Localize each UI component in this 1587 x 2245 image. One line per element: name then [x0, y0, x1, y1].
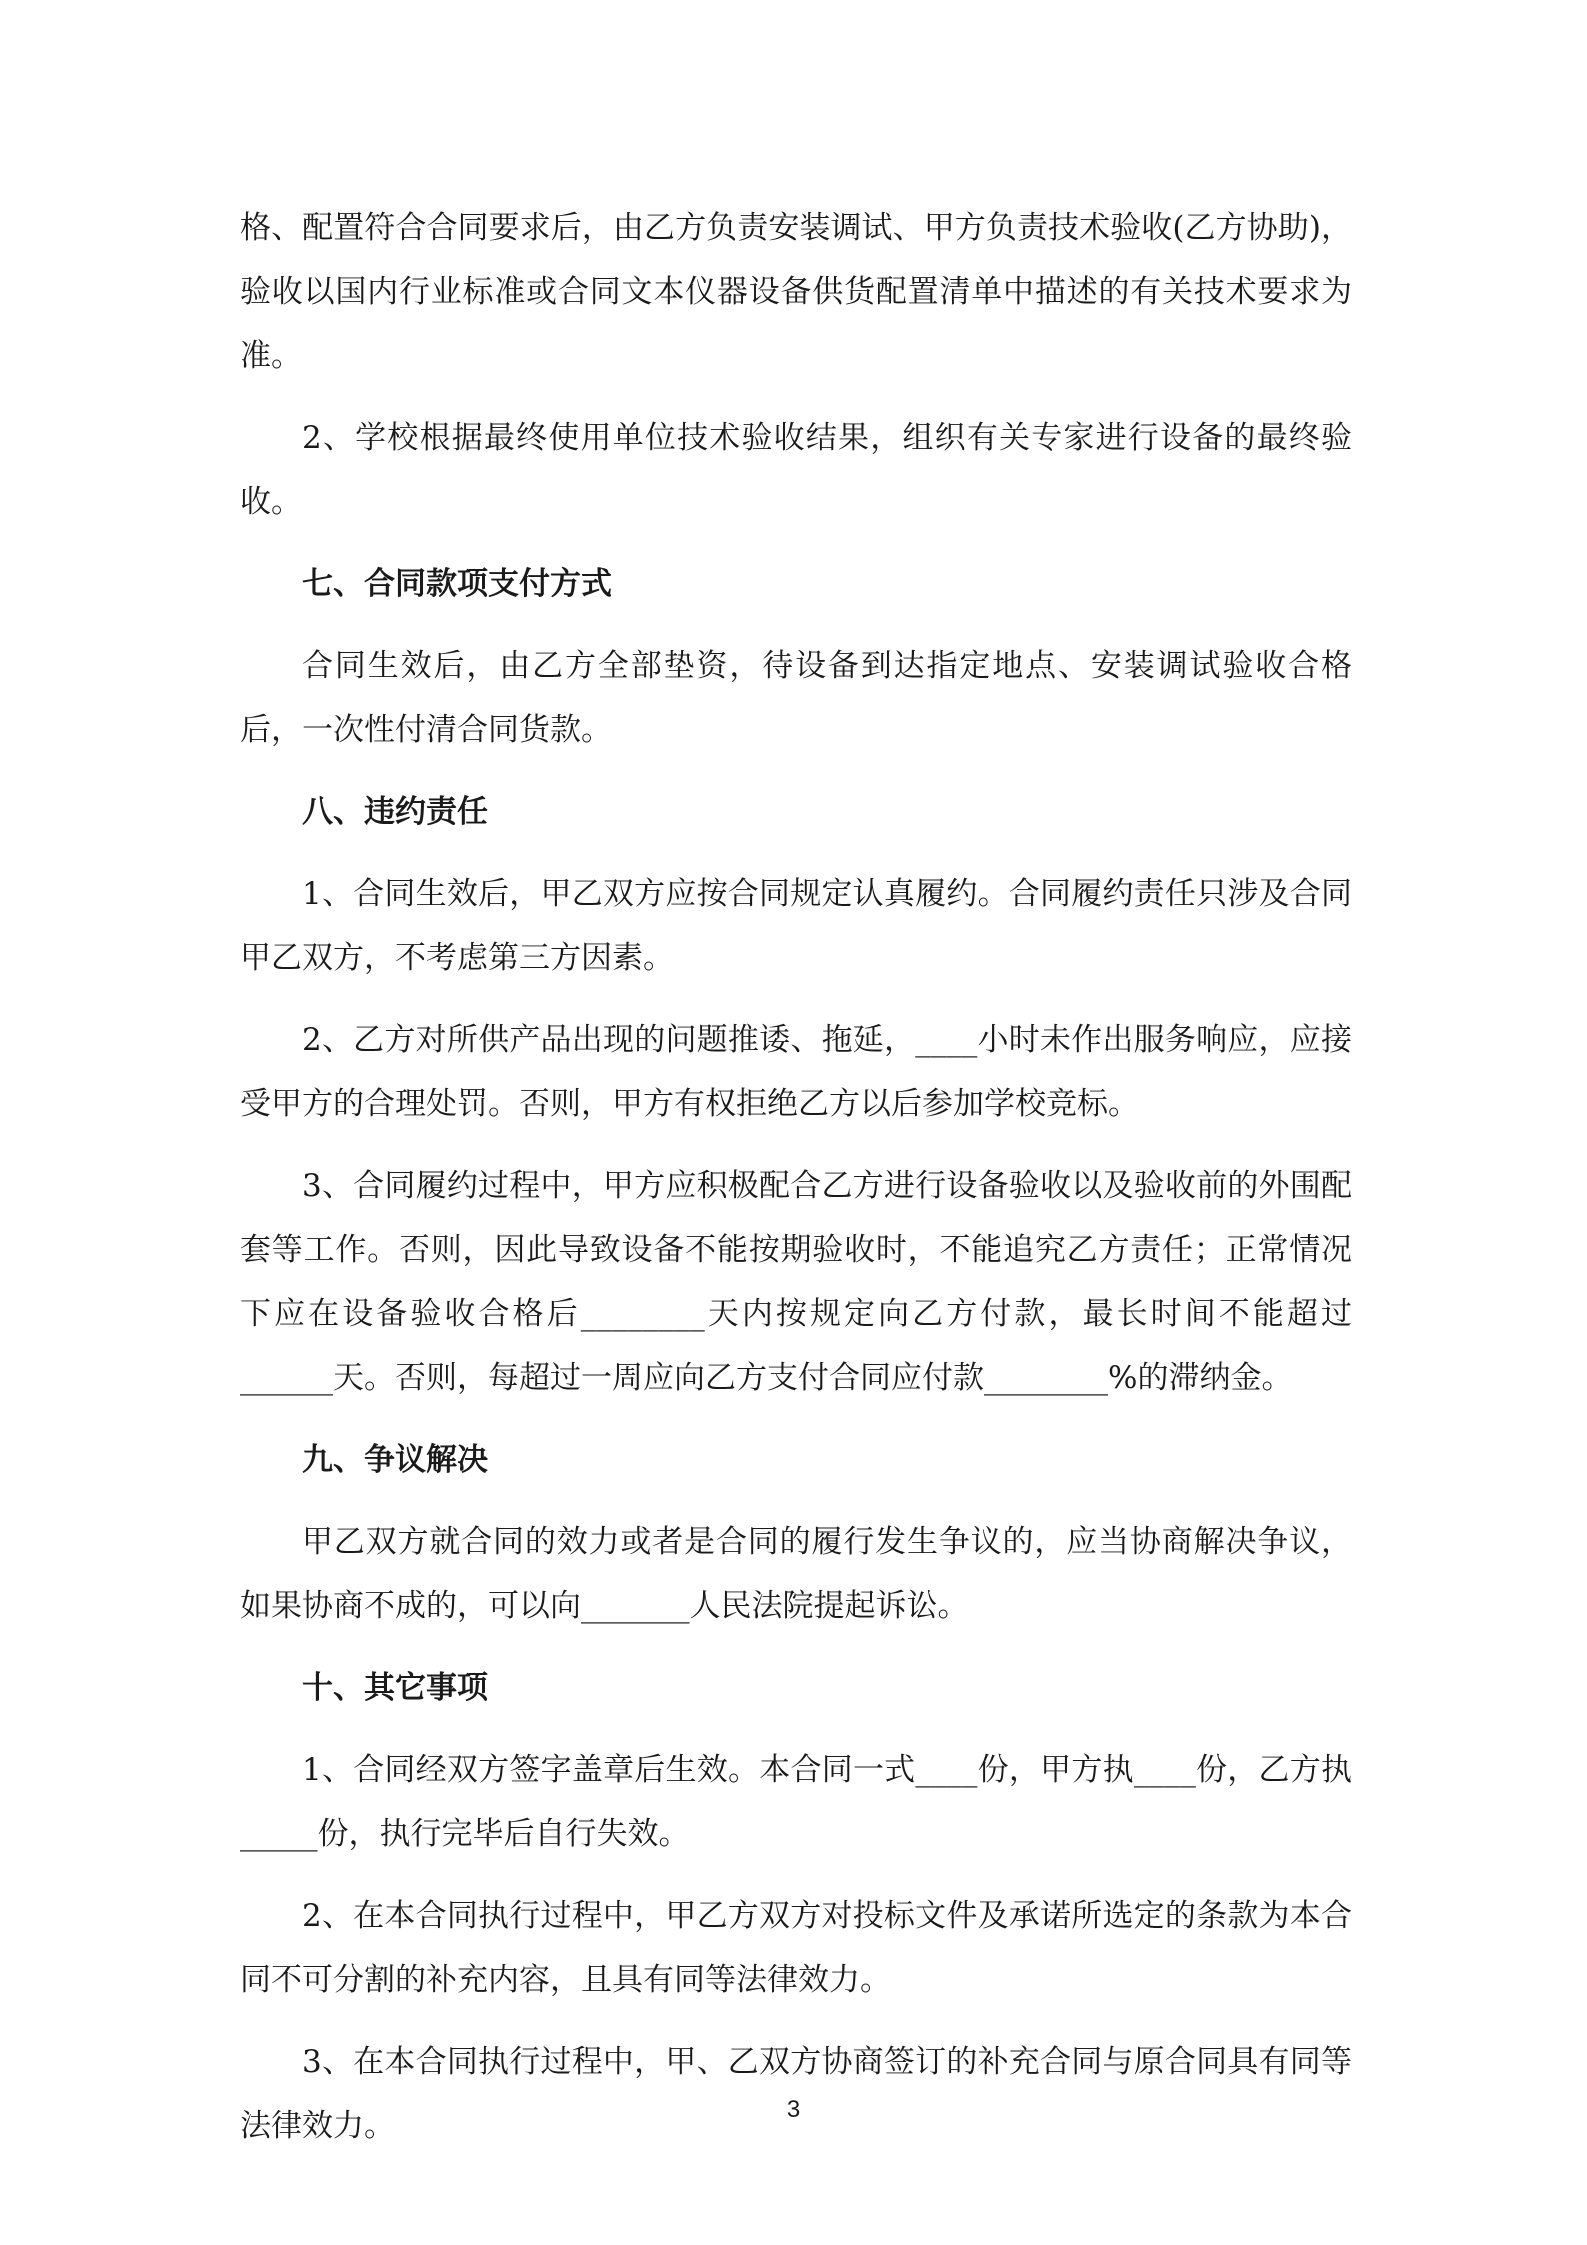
paragraph-final-acceptance: 2、学校根据最终使用单位技术验收结果，组织有关专家进行设备的最终验收。	[240, 420, 1352, 520]
paragraph-other-2: 2、在本合同执行过程中，甲乙方双方对投标文件及承诺所选定的条款为本合同不可分割的补充内容，且具有同等法律效力。	[240, 1898, 1352, 1998]
section-heading-other-matters: 十、其它事项	[302, 1670, 488, 1706]
paragraph-liability-1: 1、合同生效后，甲乙双方应按合同规定认真履约。合同履约责任只涉及合同甲乙双方，不考虑第三方因素。	[240, 876, 1352, 976]
paragraph-liability-2: 2、乙方对所供产品出现的问题推诿、拖延，____小时未作出服务响应，应接受甲方的合理处罚。否则，甲方有权拒绝乙方以后参加学校竞标。	[240, 1022, 1352, 1122]
section-heading-liability: 八、违约责任	[302, 794, 488, 830]
paragraph-payment-terms: 合同生效后，由乙方全部垫资，待设备到达指定地点、安装调试验收合格后，一次性付清合同货款。	[240, 648, 1352, 748]
paragraph-other-1: 1、合同经双方签字盖章后生效。本合同一式____份，甲方执____份，乙方执_____份，执行完毕后自行失效。	[240, 1752, 1352, 1852]
section-heading-dispute: 九、争议解决	[302, 1442, 488, 1478]
document-body	[240, 196, 1352, 2176]
paragraph-liability-3: 3、合同履约过程中，甲方应积极配合乙方进行设备验收以及验收前的外围配套等工作。否则，因此导致设备不能按期验收时，不能追究乙方责任；正常情况下应在设备验收合格后________天内按规定向乙方付款，最长时间不能超过______天。否则，每超过一周应向乙方支付合同应付款________%的滞纳金。	[240, 1168, 1352, 1396]
paragraph-other-3: 3、在本合同执行过程中，甲、乙双方协商签订的补充合同与原合同具有同等法律效力。	[240, 2044, 1352, 2144]
page-number: 3	[786, 2096, 801, 2123]
paragraph-dispute-resolution: 甲乙双方就合同的效力或者是合同的履行发生争议的，应当协商解决争议，如果协商不成的，可以向_______人民法院提起诉讼。	[240, 1524, 1352, 1624]
section-heading-payment: 七、合同款项支付方式	[302, 566, 612, 602]
paragraph-acceptance-standard: 格、配置符合合同要求后，由乙方负责安装调试、甲方负责技术验收(乙方协助)，验收以国内行业标准或合同文本仪器设备供货配置清单中描述的有关技术要求为准。	[240, 210, 1352, 374]
